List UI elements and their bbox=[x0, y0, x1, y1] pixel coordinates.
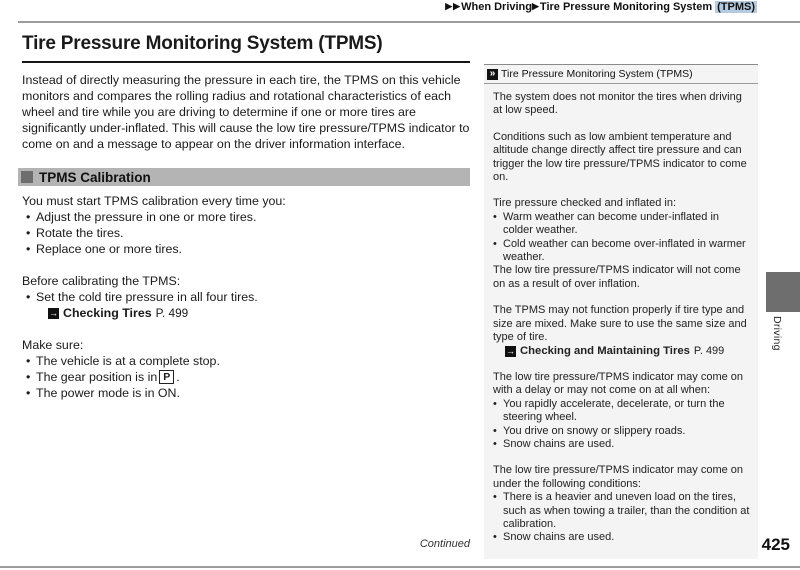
sidebar-paragraph: The low tire pressure/TPMS indicator may come on under the following conditions: bbox=[493, 464, 744, 490]
gear-text-pre: The gear position is in bbox=[36, 370, 158, 384]
sidebar-notes bbox=[484, 64, 758, 559]
list-item: • Rotate the tires. bbox=[22, 225, 470, 241]
bullet-list bbox=[493, 491, 750, 545]
list-item: • Warm weather can become under-inflated in colder weather. bbox=[493, 211, 750, 238]
sidebar-title: Tire Pressure Monitoring System (TPMS) bbox=[501, 68, 693, 80]
main-column bbox=[18, 33, 470, 401]
list-item: • Snow chains are used. bbox=[493, 531, 750, 544]
sidebar-paragraph-group bbox=[493, 197, 750, 291]
chapter-tab-marker[interactable] bbox=[766, 272, 800, 312]
bullet-list bbox=[493, 398, 750, 452]
bullet-list bbox=[22, 353, 470, 401]
sidebar-paragraph-group bbox=[493, 131, 750, 185]
sidebar-paragraph-group bbox=[493, 91, 750, 118]
continued-label: Continued bbox=[419, 538, 470, 550]
sidebar-paragraph-group bbox=[493, 464, 750, 544]
section-heading-bar bbox=[18, 168, 470, 186]
list-item: • Adjust the pressure in one or more tires. bbox=[22, 209, 470, 225]
page-number: 425 bbox=[761, 535, 790, 554]
reference-page[interactable]: P. 499 bbox=[155, 306, 189, 320]
list-item: • You drive on snowy or slippery roads. bbox=[493, 425, 750, 438]
intro-paragraph: Instead of directly measuring the pressure in each tire, the TPMS on this vehicle monitors and compares the rolling radius and rotational characteristics of each wheel and tire while you are driving to determine if one or more tires are significantly under-inflated. This will cause the low tire pressure/TPMS indicator to come on and a message to appear on the driver information interface. bbox=[22, 73, 470, 151]
sidebar-body bbox=[484, 84, 758, 559]
list-item: • Snow chains are used. bbox=[493, 438, 750, 451]
calibration-intro-3: Make sure: bbox=[22, 338, 84, 352]
page-title: Tire Pressure Monitoring System (TPMS) bbox=[22, 33, 470, 63]
sidebar-header bbox=[484, 65, 758, 84]
list-item: • Cold weather can become over-inflated in warmer weather. bbox=[493, 238, 750, 265]
sidebar-paragraph: Tire pressure checked and inflated in: bbox=[493, 197, 677, 210]
bullet-list bbox=[22, 289, 470, 305]
sidebar-paragraph: The TPMS may not function properly if tire type and size are mixed. Make sure to use the same size and type of tire. bbox=[493, 304, 747, 344]
sidebar-paragraph-group bbox=[493, 304, 750, 358]
list-item: • Set the cold tire pressure in all four tires. bbox=[22, 289, 470, 305]
sidebar-paragraph-group bbox=[493, 371, 750, 451]
section-marker-icon bbox=[21, 171, 33, 183]
gear-position-badge: P bbox=[159, 370, 174, 384]
bullet-list bbox=[493, 211, 750, 265]
list-item: • The power mode is in ON. bbox=[22, 385, 470, 401]
reference-arrow-icon: → bbox=[506, 345, 515, 356]
list-item: • Replace one or more tires. bbox=[22, 241, 470, 257]
list-item: • There is a heavier and uneven load on the tires, such as when towing a trailer, than the condition at calibration. bbox=[493, 491, 750, 531]
section-heading: TPMS Calibration bbox=[39, 169, 151, 185]
breadcrumb[interactable] bbox=[445, 1, 757, 13]
list-item-gear-position bbox=[22, 369, 470, 385]
breadcrumb-section[interactable]: When Driving bbox=[461, 1, 532, 13]
bullet-list bbox=[22, 209, 470, 257]
sidebar-paragraph: The low tire pressure/TPMS indicator may come on with a delay or may not come on at all when: bbox=[493, 370, 744, 397]
list-item: • The vehicle is at a complete stop. bbox=[22, 353, 470, 369]
chapter-tab-label[interactable]: Driving bbox=[771, 316, 783, 351]
breadcrumb-topic[interactable]: Tire Pressure Monitoring System bbox=[539, 1, 713, 13]
breadcrumb-highlight: (TPMS) bbox=[717, 1, 755, 13]
cross-reference-link[interactable] bbox=[505, 345, 750, 358]
sidebar-note: The low tire pressure/TPMS indicator will not come on as a result of over inflation. bbox=[493, 264, 741, 290]
calibration-intro-2: Before calibrating the TPMS: bbox=[22, 274, 181, 288]
cross-reference-link[interactable] bbox=[48, 305, 470, 321]
reference-label[interactable]: Checking and Maintaining Tires bbox=[520, 344, 690, 357]
double-chevron-icon: » bbox=[487, 69, 498, 80]
breadcrumb-arrows-icon: ▶▶ bbox=[445, 1, 462, 11]
gear-text-post: . bbox=[176, 370, 180, 384]
reference-arrow-icon: → bbox=[49, 307, 58, 318]
header-rule bbox=[18, 21, 800, 23]
list-item: • You rapidly accelerate, decelerate, or turn the steering wheel. bbox=[493, 398, 750, 425]
sidebar-paragraph: The system does not monitor the tires when driving at low speed. bbox=[493, 91, 742, 117]
calibration-intro-1: You must start TPMS calibration every time you: bbox=[22, 194, 286, 208]
reference-label[interactable]: Checking Tires bbox=[63, 306, 152, 320]
footer-rule bbox=[0, 566, 800, 568]
breadcrumb-separator-icon: ▶ bbox=[532, 1, 540, 11]
sidebar-paragraph: Conditions such as low ambient temperature and altitude change directly affect tire pressure and can trigger the low tire pressure/TPMS indicator to come on. bbox=[493, 130, 747, 184]
reference-page[interactable]: P. 499 bbox=[693, 344, 725, 357]
